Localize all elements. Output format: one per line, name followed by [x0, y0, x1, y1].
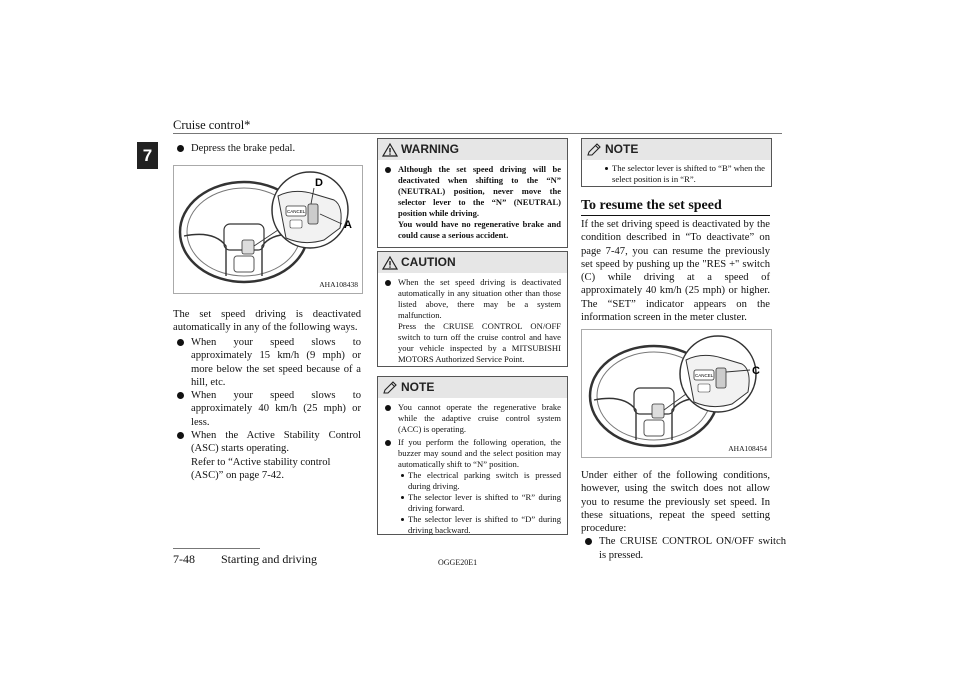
- note-subitem: [588, 163, 765, 185]
- note-body: [378, 398, 567, 543]
- warning-body: [378, 160, 567, 248]
- bullet-dot-icon: [177, 145, 184, 152]
- note-item: [384, 402, 561, 435]
- footer-divider-left: [173, 548, 260, 549]
- note-text: You cannot operate the regenerative brake while the adaptive cruise control system (ACC) is operating.: [398, 402, 561, 434]
- warning-header: [378, 139, 567, 160]
- caution-triangle-icon: [382, 256, 398, 270]
- caution-label: CAUTION: [401, 255, 456, 269]
- chapter-tab: 7: [137, 142, 158, 169]
- list-item-text: When your speed slows to approximately 40 km/h (25 mph) or less.: [191, 390, 361, 428]
- list-item-reference: Refer to “Active stability control (ASC)” on page 7-42.: [191, 456, 331, 481]
- note-header: [378, 377, 567, 398]
- warning-label: WARNING: [401, 142, 459, 156]
- warning-box: [377, 138, 568, 248]
- small-bullet-icon: [401, 496, 404, 499]
- small-bullet-icon: [401, 474, 404, 477]
- bullet-dot-icon: [385, 440, 391, 446]
- note-subitem-text: The selector lever is shifted to “D” during driving backward.: [408, 514, 561, 535]
- list-item-text: The CRUISE CONTROL ON/OFF switch is pressed.: [599, 536, 786, 561]
- caution-text: When the set speed driving is deactivated automatically in any situation other than those listed above, there may be a system malfunction.: [398, 277, 561, 320]
- warning-text-2: You would have no regenerative brake and could cause a serious accident.: [398, 219, 561, 240]
- resume-paragraph: If the set driving speed is deactivated by the condition described in “To deactivate” on page 7-47, you can resume the previously set speed by pushing up the "RES +" switch (C) while driving at a speed of approximately 40 km/h (25 mph) or higher. The “SET” indicator appears on the information screen in the meter cluster.: [581, 219, 770, 324]
- callout-c: C: [752, 365, 760, 377]
- bullet-dot-icon: [177, 432, 184, 439]
- bullet-depress-brake: [175, 142, 377, 155]
- footer-page-number: 7-48: [173, 552, 195, 566]
- figure-code: AHA108438: [319, 280, 358, 289]
- switch-label: CANCEL: [695, 373, 714, 378]
- bullet-text: Depress the brake pedal.: [191, 143, 296, 154]
- bullet-dot-icon: [585, 538, 592, 545]
- conditions-paragraph: Under either of the following conditions, however, using the switch does not allow you to resume the previously set speed. In these situations, repeat the speed setting procedure:: [581, 470, 770, 535]
- deactivate-conditions-list: [175, 336, 361, 482]
- note-pencil-icon: [586, 143, 602, 157]
- note-subitem-text: The selector lever is shifted to “R” during driving forward.: [408, 492, 561, 513]
- bullet-dot-icon: [385, 405, 391, 411]
- list-item: [175, 389, 361, 429]
- figure-code: AHA108454: [728, 444, 767, 453]
- steering-wheel-illustration: [582, 330, 771, 457]
- list-item: [583, 535, 786, 562]
- note-label: NOTE: [401, 380, 435, 394]
- note-label: NOTE: [605, 142, 639, 156]
- bullet-dot-icon: [177, 339, 184, 346]
- bullet-dot-icon: [177, 392, 184, 399]
- note-subitem-text: The selector lever is shifted to “B” when the select position is in “R”.: [612, 163, 765, 184]
- steering-wheel-figure-a: [173, 165, 363, 294]
- list-item-text: When your speed slows to approximately 15 km/h (9 mph) or more below the set speed because of a hill, etc.: [191, 337, 361, 388]
- list-item: [175, 429, 361, 482]
- note-header: [582, 139, 771, 160]
- caution-item: [384, 277, 561, 365]
- warning-triangle-icon: [382, 143, 398, 157]
- note-item: [384, 437, 561, 536]
- note-subitem: [398, 492, 561, 514]
- caution-body: [378, 273, 567, 372]
- small-bullet-icon: [401, 518, 404, 521]
- footer-document-code: OGGE20E1: [438, 558, 478, 567]
- callout-a: A: [344, 219, 352, 231]
- footer-section-name: Starting and driving: [221, 552, 317, 566]
- note-box-middle: [377, 376, 568, 535]
- switch-label: CANCEL: [287, 209, 306, 214]
- section-title: To resume the set speed: [581, 198, 722, 213]
- steering-wheel-figure-c: [581, 329, 772, 458]
- bullet-dot-icon: [385, 167, 391, 173]
- note-subitem-text: The electrical parking switch is pressed during driving.: [408, 470, 561, 491]
- bullet-dot-icon: [385, 280, 391, 286]
- page-header-title: Cruise control*: [173, 118, 251, 132]
- list-item-text: When the Active Stability Control (ASC) starts operating.: [191, 430, 361, 455]
- caution-header: [378, 252, 567, 273]
- note-pencil-icon: [382, 381, 398, 395]
- header-divider: [173, 133, 782, 134]
- note-subitem: [398, 470, 561, 492]
- warning-item: [384, 164, 561, 241]
- note-subitem: [398, 514, 561, 536]
- section-title-underline: [581, 215, 770, 216]
- list-item: [175, 336, 361, 389]
- steering-wheel-illustration: [174, 166, 362, 293]
- caution-text-2: Press the CRUISE CONTROL ON/OFF switch to turn off the cruise control and have your vehicle inspected by a MITSUBISHI MOTORS Authorized Service Point.: [398, 321, 561, 364]
- note-text: If you perform the following operation, the buzzer may sound and the select position may automatically shift to “N” position.: [398, 437, 561, 469]
- deactivate-paragraph: The set speed driving is deactivated automatically in any of the following ways.: [173, 309, 361, 334]
- caution-box: [377, 251, 568, 367]
- small-bullet-icon: [605, 167, 608, 170]
- note-body: [582, 160, 771, 190]
- warning-text: Although the set speed driving will be deactivated when shifting to the “N” (NEUTRAL) position, never move the selector lever to the “N” (NEUTRAL) position while driving.: [398, 164, 561, 218]
- callout-d: D: [315, 177, 323, 189]
- note-box-right: [581, 138, 772, 187]
